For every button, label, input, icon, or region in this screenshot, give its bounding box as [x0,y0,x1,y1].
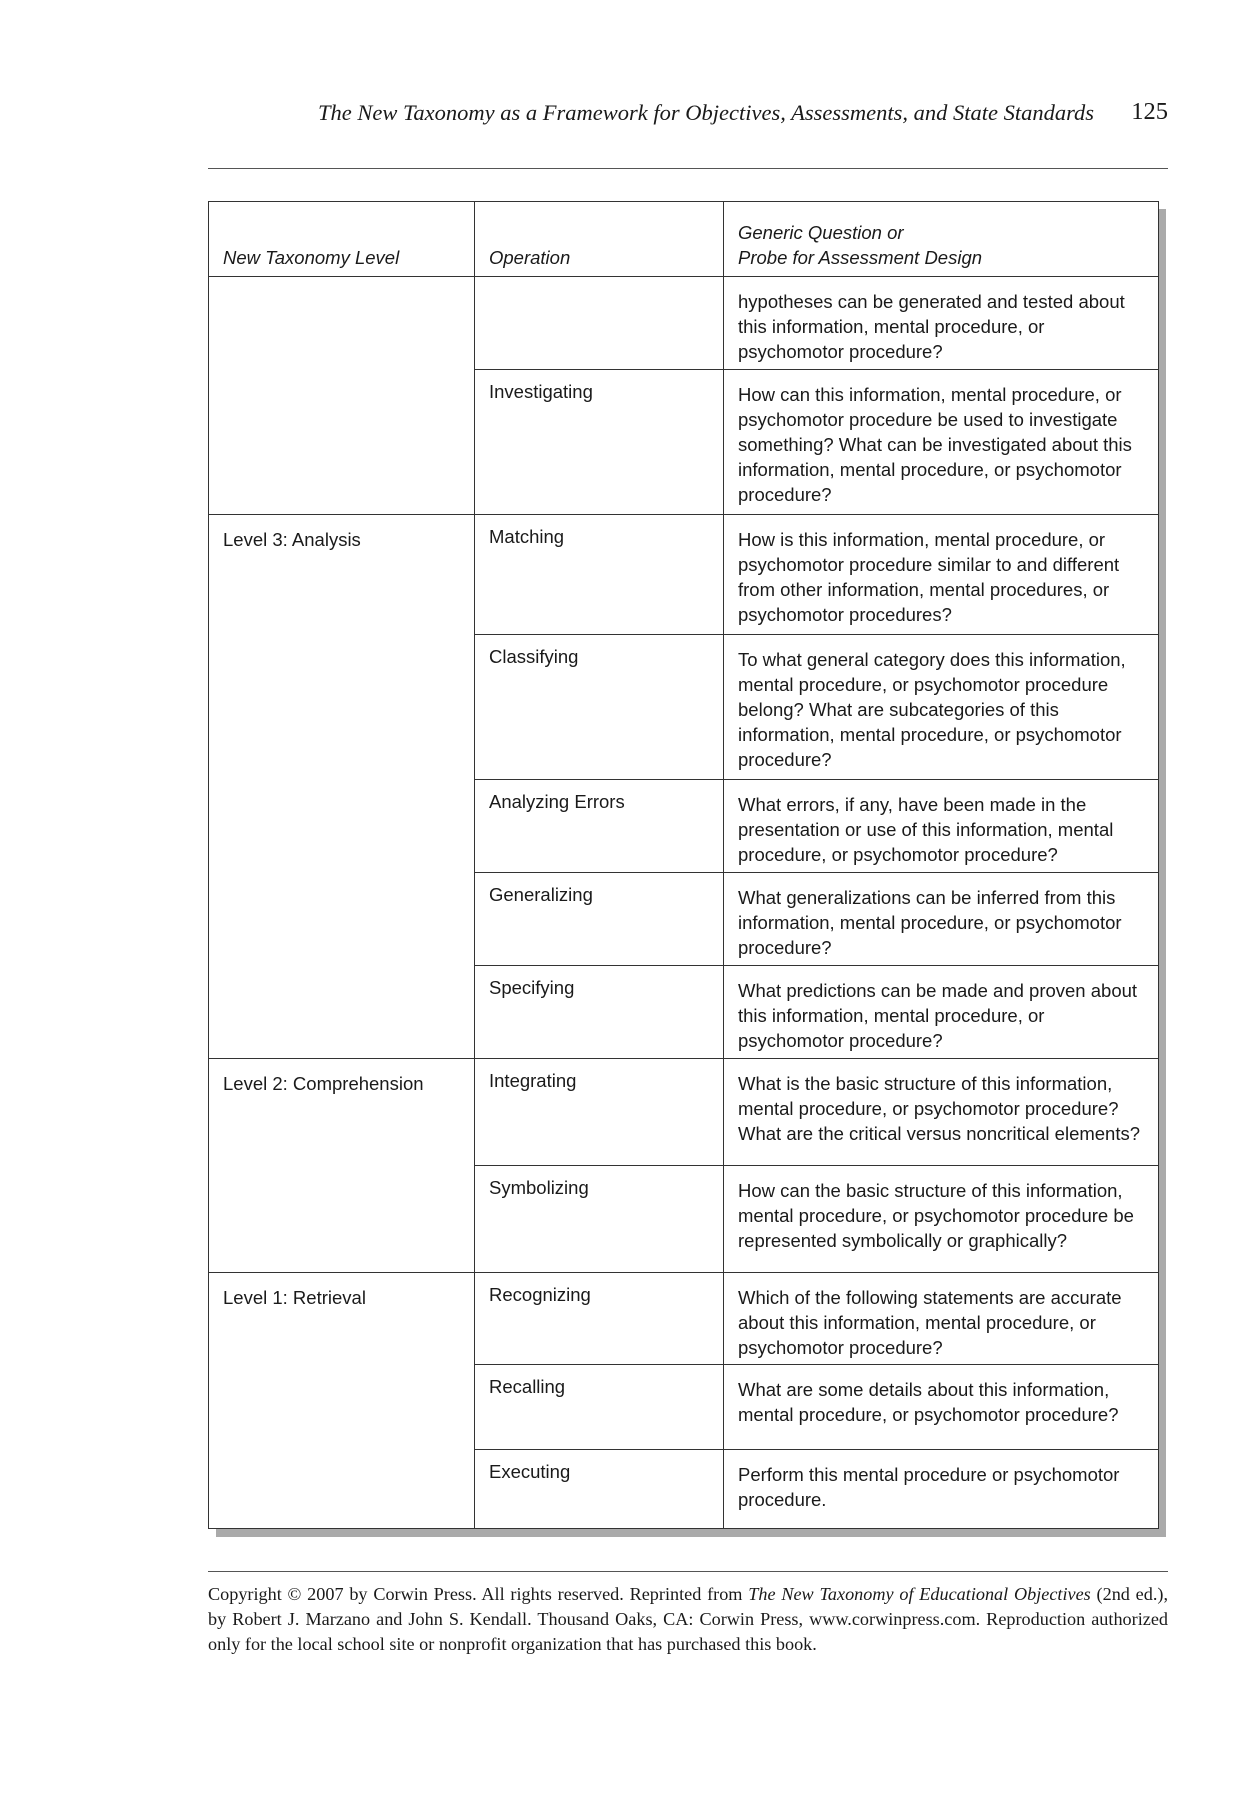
operation-cell: Integrating [475,1058,724,1166]
running-head-title: The New Taxonomy as a Framework for Objectives, Assessments, and State Standards [317,100,1094,125]
operation-cell: Recognizing [475,1272,724,1365]
question-cell: What predictions can be made and proven about this information, mental procedure, or psychomotor procedure? [724,965,1159,1058]
table-row [209,1272,1159,1365]
question-cell: What generalizations can be inferred from this information, mental procedure, or psychomotor procedure? [724,872,1159,965]
header-question-line1: Generic Question or [738,222,904,243]
level-cell-level-4-continued [209,277,475,515]
question-cell: What errors, if any, have been made in the presentation or use of this information, mental procedure, or psychomotor procedure? [724,780,1159,873]
table-row [209,277,1159,370]
table-header-row [209,202,1159,277]
header-operation: Operation [475,202,724,277]
operation-cell: Analyzing Errors [475,780,724,873]
question-cell: What are some details about this information, mental procedure, or psychomotor procedure? [724,1365,1159,1449]
question-cell: To what general category does this information, mental procedure, or psychomotor procedure belong? What are subcategories of this information, mental procedure, or psychomotor procedure? [724,634,1159,780]
table-row [209,515,1159,634]
question-cell: Which of the following statements are accurate about this information, mental procedure, or psychomotor procedure? [724,1272,1159,1365]
question-cell: How can this information, mental procedure, or psychomotor procedure be used to investigate something? What can be investigated about this information, mental procedure, or psychomotor procedure? [724,369,1159,515]
operation-cell [475,277,724,370]
header-rule [208,168,1168,169]
header-question [724,202,1159,277]
operation-cell: Recalling [475,1365,724,1449]
footer-rule [208,1571,1168,1572]
operation-cell: Matching [475,515,724,634]
page-number: 125 [1131,98,1168,125]
question-cell: How is this information, mental procedure, or psychomotor procedure similar to and different from other information, mental procedures, or psychomotor procedures? [724,515,1159,634]
taxonomy-table [208,201,1159,1529]
header-question-line2: Probe for Assessment Design [738,247,983,268]
operation-cell: Generalizing [475,872,724,965]
question-cell: Perform this mental procedure or psychomotor procedure. [724,1449,1159,1528]
level-cell-retrieval: Level 1: Retrieval [209,1272,475,1528]
copyright-prefix: Copyright © 2007 by Corwin Press. All rights reserved. Reprinted from [208,1584,749,1604]
operation-cell: Classifying [475,634,724,780]
copyright-suffix: (2nd ed.), by Robert J. Marzano and John S. Kendall. Thousand Oaks, CA: Corwin Press, www.corwinpress.com. Reproduction authorized only for the local school site or nonprofit organization that has purchased this book. [208,1584,1168,1654]
copyright-book-title: The New Taxonomy of Educational Objectives [748,1584,1091,1604]
question-cell: What is the basic structure of this information, mental procedure, or psychomotor procedure? What are the critical versus noncritical elements? [724,1058,1159,1166]
copyright-notice [208,1582,1168,1657]
question-cell: hypotheses can be generated and tested about this information, mental procedure, or psychomotor procedure? [724,277,1159,370]
operation-cell: Symbolizing [475,1166,724,1273]
level-cell-comprehension: Level 2: Comprehension [209,1058,475,1272]
level-cell-analysis: Level 3: Analysis [209,515,475,1058]
operation-cell: Investigating [475,369,724,515]
operation-cell: Executing [475,1449,724,1528]
table-row [209,1058,1159,1166]
operation-cell: Specifying [475,965,724,1058]
header-level: New Taxonomy Level [209,202,475,277]
question-cell: How can the basic structure of this information, mental procedure, or psychomotor procedure be represented symbolically or graphically? [724,1166,1159,1273]
